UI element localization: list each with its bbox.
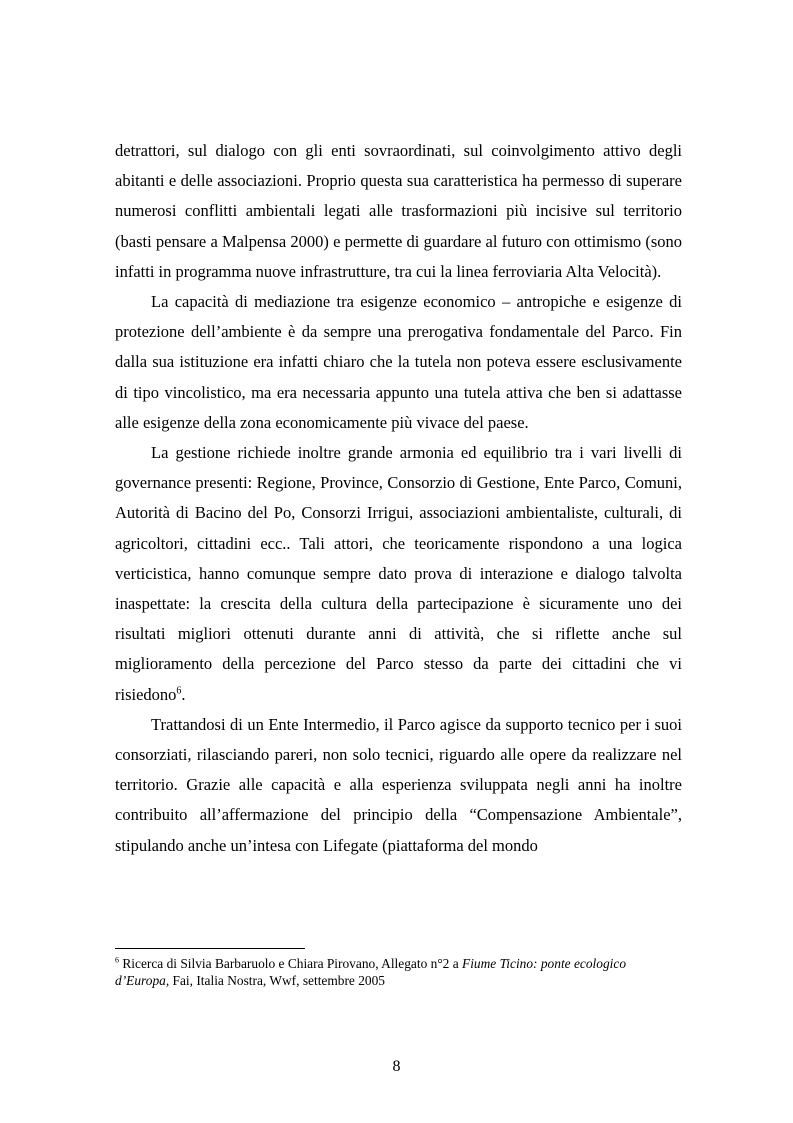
paragraph-1 — [115, 136, 682, 287]
body-text — [115, 136, 682, 861]
footnote-reference[interactable]: 6 — [176, 685, 182, 697]
paragraph-3-text: La gestione richiede inoltre grande armonia ed equilibrio tra i vari livelli di governance presenti: Regione, Province, Consorzio di Gestione, Ente Parco, Comuni, Autorità di Bacino del Po, Consorzi Irrigui, associazioni ambientaliste, culturali, di agricoltori, cittadini ecc.. Tali attori, che teoricamente rispondono a una logica verticistica, hanno comunque sempre dato prova di interazione e dialogo talvolta inaspettate: la crescita della cultura della partecipazione è sicuramente uno dei risultati migliori ottenuti durante anni di attività, che si riflette anche sul miglioramento della percezione del Parco stesso da parte dei cittadini che vi risiedono — [115, 443, 682, 704]
page-number: 8 — [392, 1058, 401, 1075]
paragraph-2 — [115, 287, 682, 438]
footnote-divider — [115, 948, 305, 949]
footnote — [115, 955, 682, 989]
paragraph-3-tail: . — [181, 684, 186, 704]
footnote-text-after: , Fai, Italia Nostra, Wwf, settembre 2005 — [165, 973, 385, 988]
paragraph-4-text: Trattandosi di un Ente Intermedio, il Parco agisce da supporto tecnico per i suoi consorziati, rilasciando pareri, non solo tecnici, riguardo alle opere da realizzare nel territorio. Grazie alle capacità e alla esperienza sviluppata negli anni ha inoltre contribuito all’affermazione del principio della “Compensazione Ambientale”, stipulando anche un’intesa con Lifegate (piattaforma del mondo — [115, 714, 682, 855]
paragraph-4 — [115, 710, 682, 861]
footnote-marker: 6 — [115, 955, 119, 965]
paragraph-2-text: La capacità di mediazione tra esigenze economico – antropiche e esigenze di protezione dell’ambiente è da sempre una prerogativa fondamentale del Parco. Fin dalla sua istituzione era infatti chiaro che la tutela non poteva essere esclusivamente di tipo vincolistico, ma era necessaria appunto una tutela attiva che ben si adattasse alle esigenze della zona economicamente più vivace del paese. — [115, 292, 682, 432]
footnote-title: Fiume Ticino: ponte ecologico d’Europa — [115, 956, 627, 988]
paragraph-3 — [115, 438, 682, 710]
paragraph-1-text: detrattori, sul dialogo con gli enti sovraordinati, sul coinvolgimento attivo degli abitanti e delle associazioni. Proprio questa sua caratteristica ha permesso di superare numerosi conflitti ambientali legati alle trasformazioni più incisive sul territorio (basti pensare a Malpensa 2000) e permette di guardare al futuro con ottimismo (sono infatti in programma nuove infrastrutture, tra cui la linea ferroviaria Alta Velocità). — [115, 141, 682, 281]
footnote-text-before: Ricerca di Silvia Barbaruolo e Chiara Pirovano, Allegato n°2 a — [119, 956, 463, 971]
